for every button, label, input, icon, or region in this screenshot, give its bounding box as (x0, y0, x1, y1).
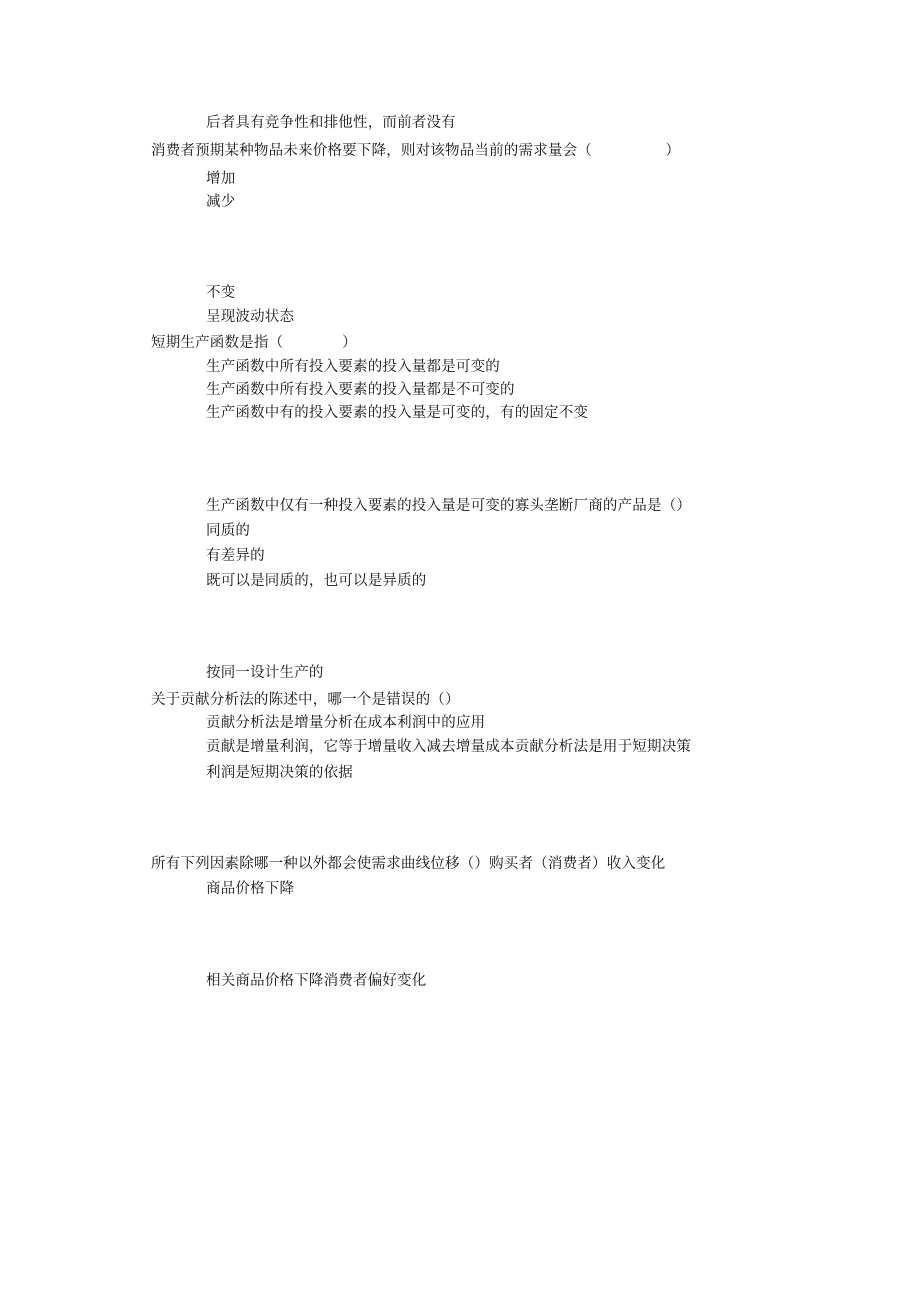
option-text: 生产函数中仅有一种投入要素的投入量是可变的寡头垄断厂商的产品是（） (206, 498, 692, 514)
option-text: 同质的 (206, 523, 251, 539)
option-text: 生产函数中所有投入要素的投入量都是可变的 (206, 359, 500, 375)
question-text: 消费者预期某种物品未来价格要下降，则对该物品当前的需求量会（ ） (151, 143, 681, 159)
question-text: 关于贡献分析法的陈述中，哪一个是错误的（） (151, 692, 460, 708)
option-text: 增加 (206, 171, 236, 187)
option-text: 呈现波动状态 (206, 309, 295, 325)
option-text: 按同一设计生产的 (206, 665, 324, 681)
option-text: 不变 (206, 285, 236, 301)
option-text: 既可以是同质的，也可以是异质的 (206, 573, 427, 589)
option-text: 商品价格下降 (206, 881, 295, 897)
option-text: 减少 (206, 194, 236, 210)
question-text: 短期生产函数是指（ ） (151, 335, 357, 351)
option-text: 贡献是增量利润，它等于增量收入减去增量成本贡献分析法是用于短期决策 (206, 739, 692, 755)
option-text: 生产函数中有的投入要素的投入量是可变的，有的固定不变 (206, 405, 589, 421)
option-text: 生产函数中所有投入要素的投入量都是不可变的 (206, 382, 515, 398)
option-text: 利润是短期决策的依据 (206, 765, 353, 781)
option-text: 有差异的 (206, 548, 265, 564)
option-text: 相关商品价格下降消费者偏好变化 (206, 973, 427, 989)
option-text: 贡献分析法是增量分析在成本利润中的应用 (206, 715, 486, 731)
question-text: 所有下列因素除哪一种以外都会使需求曲线位移（）购买者（消费者）收入变化 (151, 856, 666, 872)
option-text: 后者具有竞争性和排他性，而前者没有 (206, 115, 456, 131)
